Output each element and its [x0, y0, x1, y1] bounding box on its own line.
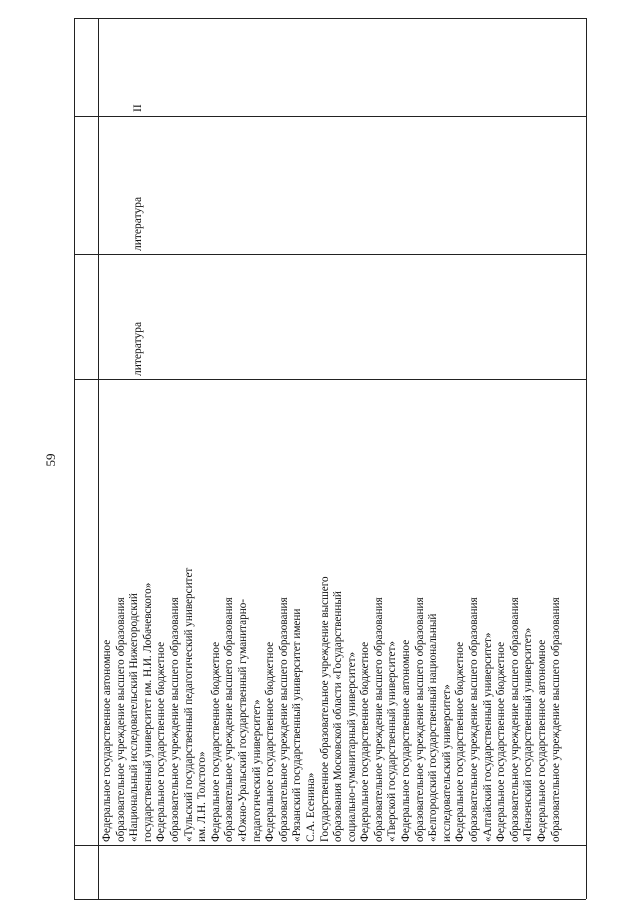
organization-line: Федеральное государственное бюджетное — [454, 641, 467, 842]
organization-line: государственный университет им. Н.И. Лобачевского» — [141, 582, 154, 842]
organization-line: «Рязанский государственный университет имени — [291, 608, 304, 842]
organization-line: социально-гуманитарный университет» — [345, 651, 358, 842]
organization-line: Федеральное государственное автономное — [101, 639, 113, 842]
organization-line: «Алтайский государственный университет» — [481, 632, 494, 842]
level-cell: II — [132, 104, 144, 112]
organization-line: образовательное учреждение высшего образования — [549, 597, 562, 842]
organization-line: образовательное учреждение высшего образования — [114, 597, 127, 842]
row-divider — [74, 845, 586, 846]
organization-line: «Тверской государственный университет» — [386, 641, 399, 842]
table-border-top — [74, 18, 586, 19]
row-divider — [74, 254, 586, 255]
organization-line: образования Московской области «Государственный — [332, 591, 345, 842]
profile-cell: литература — [132, 321, 144, 376]
page-number: 59 — [43, 453, 58, 467]
organization-line: образовательное учреждение высшего образования — [468, 597, 481, 842]
organization-line: «Национальный исследовательский Нижегородский — [128, 593, 141, 842]
row-divider — [74, 116, 586, 117]
organization-line: образовательное учреждение высшего образования — [413, 597, 426, 842]
organizations-cell — [101, 382, 563, 842]
organization-line: С.А. Есенина» — [304, 772, 317, 842]
row-divider — [74, 379, 586, 380]
subject-cell: литература — [132, 196, 144, 251]
column-divider — [98, 18, 99, 899]
organization-line: «Белгородский государственный национальный — [427, 613, 440, 842]
organization-line: «Пензенский государственный университет» — [522, 627, 535, 842]
organization-line: Федеральное государственное бюджетное — [264, 641, 277, 842]
organization-line: образовательное учреждение высшего образования — [277, 597, 290, 842]
organization-line: педагогический университет» — [250, 699, 263, 842]
organization-line: им. Л.Н. Толстого» — [196, 751, 209, 842]
organization-line: образовательное учреждение высшего образования — [508, 597, 521, 842]
organization-line: Федеральное государственное автономное — [536, 639, 548, 842]
organization-line: «Южно-Уральский государственный гуманитарно- — [236, 598, 249, 842]
organization-line: образовательное учреждение высшего образования — [223, 597, 236, 842]
organization-line: Федеральное государственное бюджетное — [359, 641, 372, 842]
organization-line: исследовательский университет» — [440, 684, 453, 842]
organization-line: Федеральное государственное бюджетное — [155, 641, 168, 842]
organization-line: «Тульский государственный педагогический университет — [182, 567, 195, 842]
table-border-bottom — [74, 899, 586, 900]
organization-line: Федеральное государственное бюджетное — [495, 641, 508, 842]
table-border-left — [74, 18, 75, 899]
organization-line: образовательное учреждение высшего образования — [372, 597, 385, 842]
organization-line: Государственное образовательное учреждение высшего — [318, 576, 331, 842]
organization-line: образовательное учреждение высшего образования — [168, 597, 181, 842]
organization-line: Федеральное государственное бюджетное — [209, 641, 222, 842]
organization-line: Федеральное государственное автономное — [400, 639, 413, 842]
column-divider — [586, 18, 587, 899]
